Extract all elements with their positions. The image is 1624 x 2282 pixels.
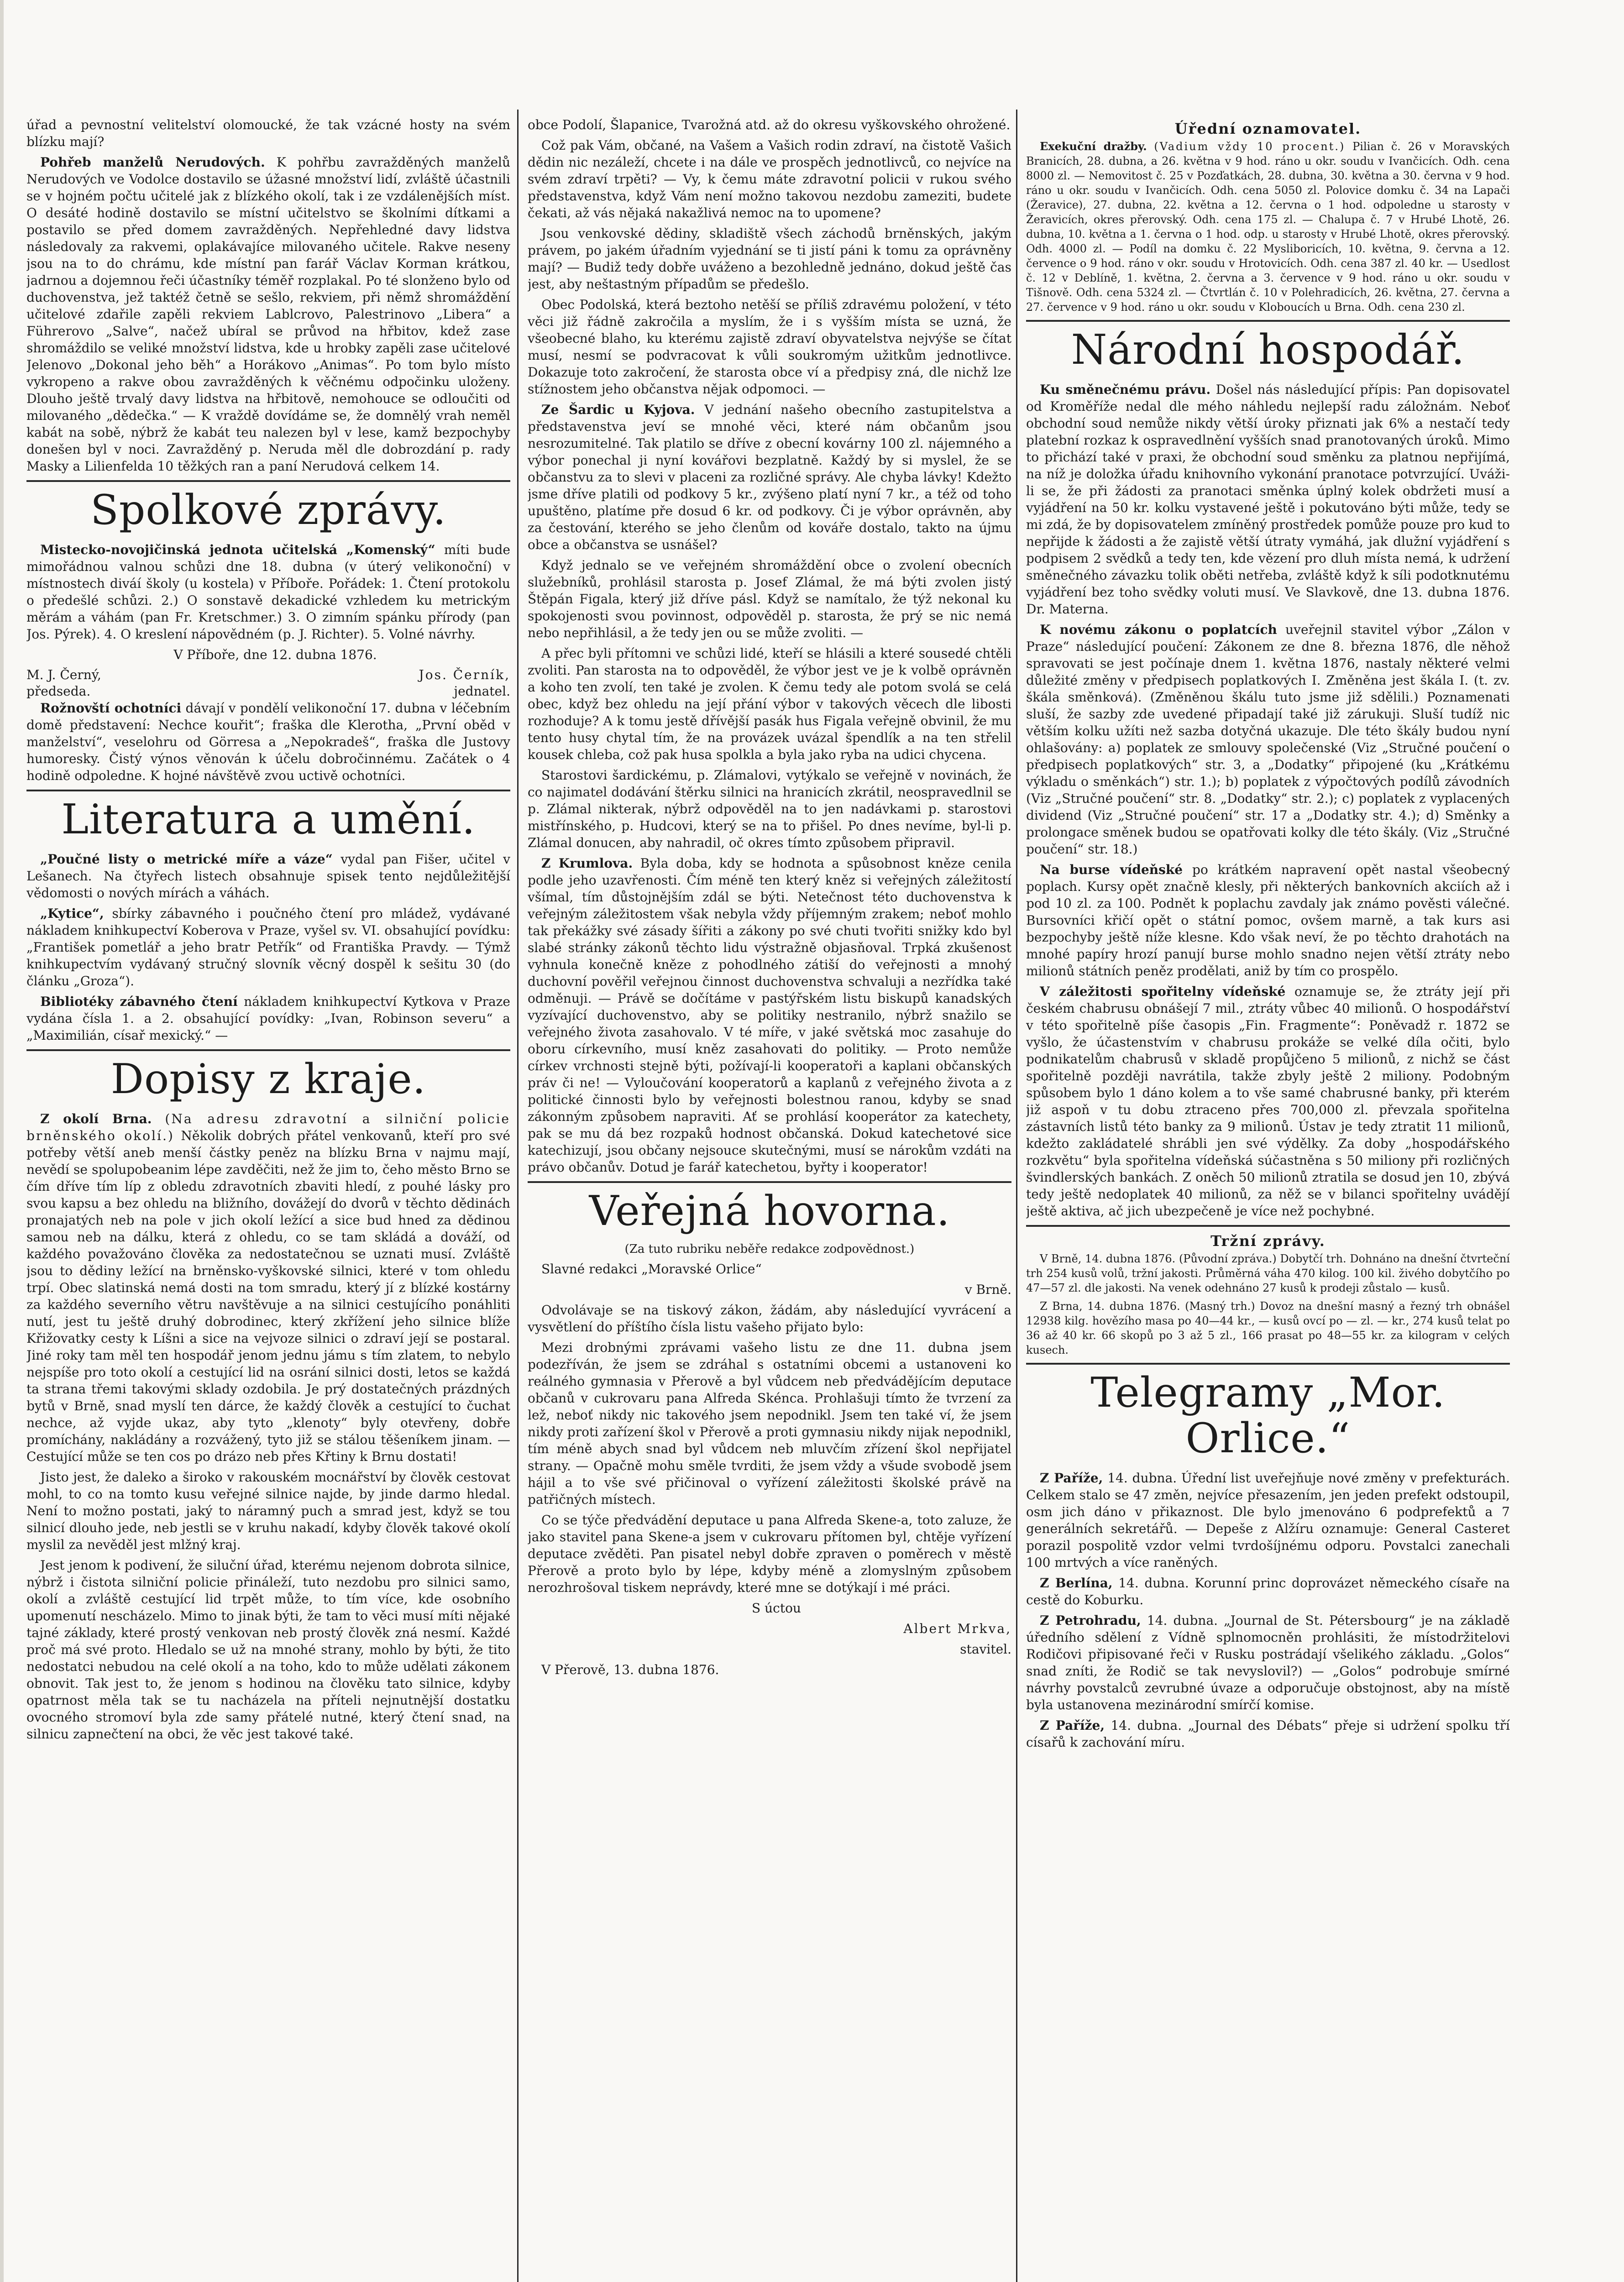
article-paragraph [26, 905, 510, 989]
section-title: Národní hospodář. [1071, 326, 1465, 374]
column-3 [1026, 116, 1510, 2282]
article-heading: Z Petrohradu, [1040, 1613, 1141, 1628]
article-heading: Mistecko-novojičinská jednota učitelská „Komenský“ [40, 542, 435, 557]
article-heading: Ku směnečnému právu. [1040, 382, 1211, 397]
article-paragraph [1026, 621, 1510, 858]
article-text: K pohřbu zavražděných manželů Nerudových ve Vodolce dostavilo se úžasné množství lidí, zvláště účastnili se v hojném počtu učitelé jak z blízkého okolí, tak i ze vzdálenějších míst. O desáté hodině dostavilo se místní učitelstvo se školními dítkami a postavilo se před domem zavražděných. Nepřehledné davy lidstva následovaly za rakvemi, oplakávajíce milovaného učitele. Rakve neseny jsou na to do chrámu, kde místní pan farář Václav Korman krátkou, jadrnou a dojemnou řeči účastníky téměř rozplakal. Po té slonženo bylo od duchovenstva, jež taktéž četně se sešlo, rekviem, při němž shromáždění učitelové zdařile zapěli rekviem Lablcrovo, Palestrinovo „Libera“ a Führerovo „Salve“, načež ubíral se průvod na hřbitov, kdež zase shromáždilo se veliké množství lidstva, kde u hrobky zapěli zase učitelové Jelenovo „Dokonal jeho běh“ a Horákovo „Animas“. Po tom bylo místo vykropeno a rakve obou zavražděných k věčnému odpočinku uloženy. Dlouho ještě trvalý davy lidstva na hřbitově, nemohouce se odloučiti od milovaného „dědečka.“ — K vraždě dovídáme se, že domnělý vrah neměl kabát na sobě, nýbrž že kabát teu nalezen byl v lese, kamž bezpochyby donešen byl v noci. Zavražděný p. Neruda měl dle dobrozdání p. rady Masky a Lilienfelda 10 těžkých ran a paní Nerudová celkem 14. [26, 155, 510, 474]
signatures [26, 667, 510, 683]
article-paragraph [1026, 1717, 1510, 1751]
article-heading: Pohřeb manželů Nerudových. [40, 155, 265, 170]
article-text: Byla doba, kdy se hodnota a spůsobnost kněze cenila podle jeho uzavřenosti. Čím méně ten který kněz si veřejných záležitostí všímal, tím důstojnějším zdál se býti. Netečnost této duchovenstva k veřejným záležitostem však nebyla vždy příjemným zrakem; neboť mohlo tak překážky své zásady šířiti a zákony po své chuti tvořiti snižky kdo byl slabé stránky zákonů těchto lidu výstražně objasňoval. Trpká zkušenost vyhnula konečně kněze z pohodlného zátiší do veřejnosti a mnohý duchovní pověřil veřejnou činnost duchovenstva schvaluji a nezřídka také odměnuji. — Právě se dočítáme v pastýřském listu biskupů kanadských vyzívající duchovenstvo, aby se politiky nestranilo, nýbrž snažilo se veřejného života zasahovalo. V té míře, v jaké světská moc zasahuje do oboru církevního, musí kněz zasahovati do politiky. — Proto nemůže církev vrchnosti stejně býti, požívají-li kooperatoři a kaplani občanských práv či ne! — Vyloučování kooperatorů a kaplanů z veřejného života a z politické činnosti bylo by veřejnosti bolestnou ranou, kdyby se snad zákonným způsobem napraviti. Ať se prohlásí kooperátor za katechety, pak se mu dá bez rozpaků hodnost občanská. Dokud katechetové sice katechizují, jsou občany nejsouce skutečnými, musí se nárokům vzdáti na právo občanův. Dotud je farář katechetou, byřty i kooperator! [528, 856, 1011, 1175]
section-subtitle: (Za tuto rubriku neběře redakce zodpovědnost.) [624, 1242, 915, 1256]
article-heading: V záležitosti spořitelny vídeňské [1040, 984, 1286, 999]
section-rule [26, 790, 510, 791]
article-paragraph [26, 154, 510, 475]
section-rule [26, 480, 510, 482]
article-paragraph: Což pak Vám, občané, na Vašem a Vašich rodin zdraví, na čistotě Vašich dědin nic nezáleží, chcete i na dále ve prospěch jednotlivců, co nejvíce na svém zdraví trpěti? — Vy, k čemu máte zdravotní policii v rukou svého představenstva, když Vám není možno takovou nezdobu zameziti, budete čekati, až vás nějaká nakažlivá nemoc na to upomene? [528, 138, 1011, 220]
signature-roles [26, 683, 510, 700]
article-text: 14. dubna. Korunní princ doprovázet německého císaře na cestě do Koburku. [1026, 1575, 1510, 1607]
letter-city: v Brně. [964, 1282, 1011, 1297]
article-paragraph [1026, 381, 1510, 618]
letter-signature: Albert Mrkva, [903, 1621, 1011, 1636]
article-text: V jednání našeho obecního zastupitelstva a představenstva jeví se mnohé věci, které nám občanům jsou nesrozumitelné. Tak platilo se dříve z obecní kovárny 100 zl. nájemného a výbor ponechal ji nyní kovářovi bezplatně. Každý by si myslel, že se občanstvu za to slevi v placeni za rozličné správy. Ale chyba lávky! Kdežto jsme dříve platili od podkovy 5 kr., zvýšeno platí nyní 7 kr., a též od toho upuštěno, platíme pře dosud 6 kr. od podkovy. Či je výbor oprávněn, aby za čestování, kterého se jeho členům od kováře dostalo, takto na újmu obce a občanstva se usnášel? [528, 402, 1011, 552]
article-subheading: (Vadium vždy 10 procent.) [1154, 140, 1346, 153]
section-rule [1026, 1363, 1510, 1365]
article-paragraph: Starostovi šardickému, p. Zlámalovi, vytýkalo se veřejně v novinách, že co najimatel dodávání štěrku silnici na hranicích zkrátil, neospravedlnil se p. Zlámal nikterak, nýbrž odpověděl na to jen nadávkami p. starostovi mistřínského, p. Hudcovi, který se na to přišel. Po dnes nevíme, byl-li p. Zlámal donucen, aby nahradil, oč okres tímto způsobem připravil. [528, 768, 1011, 850]
letter-closing: S úctou [752, 1601, 801, 1616]
section-rule [26, 1049, 510, 1051]
article-paragraph [1026, 1612, 1510, 1713]
article-heading: Z Berlína, [1040, 1575, 1113, 1591]
section-rule [1026, 320, 1510, 322]
article-heading: Z Krumlova. [541, 856, 633, 871]
article-paragraph: Odvolávaje se na tiskový zákon, žádám, aby následující vyvrácení a vysvětlení do příštího čísla listu vašeho přijato bylo: [528, 1303, 1011, 1335]
article-heading: Z Paříže, [1040, 1718, 1105, 1733]
signature-role-right: jednatel. [454, 684, 510, 699]
section-title: Úřední oznamovatel. [1174, 120, 1362, 137]
article-heading: „Poučné listy o metrické míře a váze“ [40, 852, 333, 867]
section-title: Veřejná hovorna. [589, 1187, 950, 1235]
article-paragraph [1026, 1470, 1510, 1571]
article-text: sbírky zábavného i poučného čtení pro mládež, vydávané nákladem knihkupectví Koberova v Praze, vyšel sv. VI. obsahující povídku: „František pometlář a jeho bratr Petřík“ od Františka Pravdy. — Týmž knihkupectvím vydávaný stručný slovník věcný dospěl k sešitu 30 (do článku „Groza“). [26, 906, 510, 989]
article-paragraph: Jisto jest, že daleko a široko v rakouském mocnářství by člověk cestovat mohl, to co na tomto kusu veřejné silnice najde, by jinde darmo hledal. Není to možno postati, jaký to náramný puch a smrad jest, když se tou silnicí dlouho jede, neb jestli se v kruhu nakadí, kdyby člověk takové okolí myslil za nevěděl jest mlžný kraj. [26, 1470, 510, 1552]
column-rule [517, 110, 519, 2282]
article-paragraph [528, 855, 1011, 1176]
column-rule [1016, 110, 1017, 2282]
letter-role: stavitel. [960, 1642, 1011, 1657]
article-paragraph [26, 700, 510, 784]
article-text: Několik dobrých přátel venkovanů, kteří pro své potřeby větší aneb menší částky peněz na blízku Brna v najmu mají, nevědí se spolupobeanim lépe zavděčiti, než že jim to, čeho město Brno se čím dříve tím líp z obledu zdravotních zbaviti hledí, z pouhé lásky pro svou kapsu a bez ohledu na bližního, dovážejí do dvorů v těchto dědinách pronajatých neb na pole v jich okolí ležící a sice bud hned za dědinou samou neb na dálku, která z ohledu, co se tam skládá a dováží, od každého považováno člověka za nedostatečnou se uznati musí. Zvláště jsou to dědiny ležící na brněnsko-vyškovské silnici, které v tom ohledu trpí. Obec slatinská nemá dosti na tom smradu, který jí z blízké kostárny za každého severního větru navštěvuje a na silnici cestujícího ponáhliti nutí, jest tu ještě druhý dobrodinec, který zkřížení jeho silnice blíže Křižovatky cesty k Líšni a sice na vejvoze silnici o zdraví její se postaral. Jiné roky tam měl ten hospodář jenom jednu jámu s tím zlatem, to nebylo nejspíše pro toto okolí a cestující lid na osrání silnici dosti, letos se každá ta strana třemi takovými sklady ozdobila. Je prý dostatečných prázdných bytů v Brně, snad myslí ten dárce, že každý člověk a cestující to čuchat nechce, až vyjde ukaz, aby tyto „klenoty“ byly otevřeny, dobře promíchány, nakládány a rozvážený, tyto již se stálou těšeníkem jinam. — Cestující může se ten cos po drázo neb přes Křtiny k Brnu dostati! [26, 1128, 510, 1464]
article-heading: Z Paříže, [1040, 1471, 1103, 1486]
section-title: Tržní zprávy. [1210, 1232, 1325, 1250]
article-text: 14. dubna. „Journal de St. Pétersbourg“ je na základě úředního sdělení z Vídně splnomocněn prohlásiti, že místodržitelovi Rodičovi připisované řeči v Rusku postrádají všelikého základu. „Golos“ snad zníti, že Rodič se tak nevyslovil?) — „Golos“ podrobuje smírné návrhy povstalců zevrubné úvaze a odporučuje obstojnost, aby na místě byla ustanovena mezinárodní smírčí komise. [1026, 1613, 1510, 1712]
article-heading: Rožnovští ochotníci [40, 701, 182, 716]
article-text: úřad a pevnostní velitelství olomoucké, že tak vzácné hosty na svém blízku mají? [26, 117, 510, 149]
page-edge [0, 0, 4, 2282]
section-title: Telegramy „Mor. Orlice.“ [1090, 1369, 1446, 1462]
article-heading: Bibliotéky zábavného čtení [40, 994, 238, 1009]
article-paragraph [1026, 1575, 1510, 1608]
section-title: Spolkové zprávy. [90, 486, 446, 534]
column-1 [26, 116, 510, 2282]
article-paragraph: Mezi drobnými zprávami vašeho listu ze dne 11. dubna jsem podezříván, že jsem se zdráhal s ostatními obcemi a ustanoveni ko reálného gymnasia v Přerově a byl vůdcem neb předvádějícím deputace občanů v cukrovaru pana Alfreda Skénca. Prohlašuji tímto že tvrzení za lež, neboť nikdy nic takového jsem nepodnikl. Jsem ten také ví, že jsem nikdy proti zařízení škol v Přerově a proti gymnasiu nikdy nijak nepodnikl, tím méně abych snad byl vůdcem neb mluvčím zřízení škol nepřijatel strany. — Opačně mohu směle tvrditi, že jsem vždy a všude svobodě jsem hájil a to vše své přičinoval o vyřízení záležitosti školské právě na patřičných místech. [528, 1340, 1011, 1507]
article-text: oznamuje se, že ztráty její při českém chabrusu obnášejí 7 mil., ztráty vůbec 40 milionů. O hospodářství v této spořitelně píše časopis „Fin. Fragmente“: Poněvadž r. 1872 se vyšlo, že účastenstvím v chabrusu prokáže se velké díla očiti, bylo podnikatelům chabrusů v skladě propůjčeno 5 milionů, z nichž se část spořitelně později navrátila, takže zbyly ještě 2 miliony. Podobným spůsobem bylo 1 dáno kolem a to vše samé chabrusné banky, při kterém již aspoň v tu dobu ztraceno přes 700,000 zl. převzala spořitelna zástavních listů této banky za 9 milionů. Ústav je tedy ztratit 11 milionů, kdežto zakládatelé shrábli jen své výdělky. Za doby „hospodářského rozkvětu“ byla spořitelna vídeňská súčastněna s 50 miliony při rozličných švindlerských bankách. Z oněch 50 milionů ztratila se dosud jen 10, zbývá tedy ještě nedoplatek 40 milionů, za něž se v bilanci spořitelny uvádějí ještě aktiva, ač jich ubezpečeně je více než pochybné. [1026, 984, 1510, 1219]
column-2 [528, 116, 1011, 2282]
article-paragraph: Obec Podolská, která beztoho netěší se příliš zdravému položení, v této věci již řádně zakročila a myslím, že i s vyšším místa se uzná, že všeobecné blaho, ku kterému zajistě zdraví obyvatelstva nejvýše se čítat musí, nesmí se podvracovat k vůli soukromým užitkům jednotlivce. Dokazuje toto zakročení, že starosta obce ví a předpisy zná, dle nichž lze stížnostem jeho občanstva nějak odpomoci. — [528, 297, 1011, 397]
article-paragraph: A přec byli přítomni ve schůzi lidé, kteří se hlásili a které sousedé chtěli zvoliti. Pan starosta na to odpověděl, že výbor jest ve je k volbě oprávněn a koho ten zvolí, ten také je zvolen. K čemu tedy ale potom svolá se celá obec, když bez ohledu na její přání výbor v takových věcech dle libosti rozhoduje? A k tomu jestě dřívější pasák hus Figala veřejně obvinil, že mu tento husy chytal tím, že na provázek uvázal špendlík a na ten střelil kousek chleba, což pak husa spolkla a byla jako ryba na udici chycena. [528, 646, 1011, 762]
article-paragraph [1026, 861, 1510, 979]
article-paragraph: Jsou venkovské dědiny, skladiště všech záchodů brněnských, jakým právem, po jakém úřadním vyjednání se ti jistí páni k tomu za oprávněny mají? — Budiž tedy dobře uváženo a bezohledně jednáno, dokud ještě čas jest, aby neštastným případům se předešlo. [528, 226, 1011, 292]
article-paragraph [528, 401, 1011, 553]
article-text: dávají v pondělí velikonoční 17. dubna v léčebním domě představení: Nechce kouřit“; fraška dle Klerotha, „První oběd v manželství“, veselohru od Görresa a „Nepokradeš“, fraška dle Justovy humoresky. Čistý výnos věnován k účelu dobročinnému. Začátek o 4 hodině odpoledne. K hojné návštěvě zvou uctivě ochotníci. [26, 701, 510, 783]
signature-right: Jos. Černík, [419, 667, 510, 682]
article-paragraph [26, 541, 510, 643]
dateline: V Příboře, dne 12. dubna 1876. [173, 647, 377, 662]
article-text: po krátkém napravení opět nastal všeobecný poplach. Kursy opět značně klesly, při některých bankovních akciích až i pod 10 zl. za 100. Podnět k poplachu zavdaly jak známo pověsti válečné. Bursovníci křičí opět o státní pomoc, ovšem marně, a tak kurs asi bezpochyby ještě níže klesne. Kdo však neví, že po těchto drahotách na mnohé papíry hrozí panují burse mohlo snadno nejen větší ztráty nebo milionů státních peněz prodělati, aniž by tím co prospělo. [1026, 862, 1510, 979]
article-heading: Z okolí Brna. [40, 1111, 152, 1126]
section-title: Literatura a umění. [61, 796, 476, 843]
article-paragraph: Z Brna, 14. dubna 1876. (Masný trh.) Dovoz na dnešní masný a řezný trh obnášel 12938 kilg. hovězího masa po 40—44 kr., — kusů ovcí po — zl. — kr., 274 kusů telat po 36 až 40 kr. 66 skopů po 3 až 5 zl., 166 prasat po 48—55 kr. za kilogram v celých kusech. [1026, 1300, 1510, 1356]
article-heading: Na burse vídeňské [1040, 862, 1183, 877]
article-text: obce Podolí, Šlapanice, Tvarožná atd. až do okresu vyškovského ohrožené. [528, 117, 1011, 132]
article-paragraph: Když jednalo se ve veřejném shromáždění obce o zvolení obecních služebníků, prohlásil starosta p. Josef Zlámal, že má býti zvolen jistý Štěpán Figala, který již dříve pásl. Když se namítalo, že týž nekonal ku spokojenosti svou povinnost, odpověděl p. starosta, že prý se nic nemá nebo nepřihlásil, a že tedy jen ou se může zvoliti. — [528, 558, 1011, 640]
article-text: míti bude mimořádnou valnou schůzi dne 18. dubna (v úterý velikonoční) v místnostech diváí školy (u kostela) v Příboře. Pořádek: 1. Čtení protokolu o předešlé schůzi. 2.) O sonstavě dekadické vzhledem ku metrickým měrám a váhám (pan Fr. Kretschmer.) 3. O zimním spánku přírody (pan Jos. Pýrek). 4. O kreslení nápovědném (p. J. Richter). 5. Volné návrhy. [26, 542, 510, 642]
article-heading: Ze Šardic u Kyjova. [541, 402, 695, 417]
section-rule [1026, 1225, 1510, 1227]
article-subheading: (Na adresu zdravotní a silniční policie brněnského okolí.) [26, 1111, 510, 1143]
signature-role-left: předseda. [26, 684, 91, 699]
dateline: V Přerově, 13. dubna 1876. [541, 1662, 719, 1677]
article-heading: „Kytice“, [40, 906, 104, 921]
article-paragraph [26, 851, 510, 901]
article-text: nákladem knihkupectví Kytkova v Praze vydána čísla 1. a 2. obsahující povídky: „Ivan, Robinson severu“ a „Maximilián, císař mexický.“ — [26, 994, 510, 1043]
article-text: Došel nás následující přípis: Pan dopisovatel od Kroměříže nedal dle mého náhledu nejlepší radu záložnám. Neboť obchodní soud nemůže nikdy větší úroky přiznati jak 6% a nestačí tedy platební rozkaz k ospravedlnění vyšších snad pranotovaných úroků. Mimo to přichází také v praxi, že obchodní soud směnku za platnou nepřijímá, na níž je doložka úřadu knihovního vykonání pranotace potvrzující. Uváži-li se, že při žádosti za pranotaci směnka úplný kolek obdržeti musí a vyjádření na 50 kr. kolku vystavené ještě i pokutováno býti může, tedy se mi zdá, že by dopisovatelem zmíněný prostředek pomůže pouze pro kud to nepřijde k žádosti a že zajistě větší útraty vymáhá, jak dlužní vyjádření s podpisem 2 svědků a tedy ten, kde vězení pro dluh místa nemá, k udržení směnečného závazku tolik oběti netřeba, zvláště když k síli podotknutému vyjádření bez toho svědky voluti musí. Ve Slavkově, dne 13. dubna 1876. Dr. Materna. [1026, 382, 1510, 617]
article-paragraph: Co se týče předvádění deputace u pana Alfreda Skene-a, toto zaluze, že jako stavitel pana Skene-a jsem v cukrovaru přítomen byl, chtěje vyřízení deputace zvěděti. Pan pisatel nebyl dobře zpraven o poměrech v městě Přerově a proto bylo by lépe, kdyby méně a zlomyslným způsobem nerozhrošoval tiskem neprávdy, které mne se dotýkají i mé práci. [528, 1513, 1011, 1595]
letter-address: Slavné redakci „Moravské Orlice“ [541, 1261, 762, 1277]
signature-left: M. J. Černý, [26, 667, 101, 682]
article-paragraph [26, 993, 510, 1044]
article-paragraph [1026, 983, 1510, 1220]
article-heading: Exekuční dražby. [1040, 140, 1147, 153]
article-paragraph: Jest jenom k podivení, že siluční úřad, kterému nejenom dobrota silnice, nýbrž i čistota silniční policie přináleží, tuto nezdobu pro silnici samo, okolí a zvláště cestující lid trpět může, to tím více, kde osobního upomenutí nescházelo. Mimo to jinak býti, že tam to věci musí míti nějaké tajné základy, které prostý venkovan neb prostý člověk zná nesmí. Každé proč má své proto. Hledalo se už na mnohé strany, mohlo by býti, že tito nedostatci nebudou na celé okolí a na toho, kdo to může udělati zákonem obnovit. Tak jest to, že jenom s hodinou na člověku tato silnice, kdyby opatrnost měla tak se tu nacházela na příteli nejnutnější dostatku ovocného stromoví byla zde samy přátelé nutné, který čtení snad, na silnicu zapnečtení na obci, že věc jest takové také. [26, 1558, 510, 1742]
article-text: vydal pan Fišer, učitel v Lešanech. Na čtyřech listech obsahnuje spisek tento nejdůležitější vědomosti o nových mírách a váhách. [26, 852, 510, 900]
section-title: Dopisy z kraje. [110, 1055, 426, 1103]
article-text: 14. dubna. Úřední list uveřejňuje nové změny v prefekturách. Celkem stalo se 47 změn, nejvíce přesazením, jen jeden prefekt odstoupil, osm jich dáno v přikaznost. Dle bylo jmenováno 6 podprefektů a 7 generálních sekretářů. — Depeše z Alžíru oznamuje: General Casteret porazil pospolitě vzdor velmi tvrdošíjnému odporu. Povstalci zanechali 100 mrtvých a více raněných. [1026, 1471, 1510, 1570]
article-text: 14. dubna. „Journal des Débats“ přeje si udržení spolku tří císařů k zachování míru. [1026, 1718, 1510, 1750]
article-paragraph: V Brně, 14. dubna 1876. (Původní zpráva.) Dobytčí trh. Dohnáno na dnešní čtvrteční trh 254 kusů volů, tržní jakosti. Průměrná váha 470 kilog. 100 kil. živého dobytčího po 47—57 zl. dle jakosti. Na venek odehnáno 27 kusů k prodeji zůstalo — kusů. [1026, 1252, 1510, 1294]
article-text: uveřejnil stavitel výbor „Zálon v Praze“ následující poučení: Zákonem ze dne 8. března 1876, dle něhož spravovati se jest počínaje dnem 1. května 1876, nastaly některé velmi důležité změny v předpisech poplatkových I. Změněna jest škála I. (t. zv. škála směnková). (Změněnou škálu tuto jsme již sdělili.) Poznamenati sluší, že sazby zde uvedené připadají také již zárukuji. Sluší tudíž nic větším kolku užíti než sazba dotyčná ukazuje. Dle této škály budou nyní ohlašovány: a) poplatek ze smlouvy společenské (Viz „Stručné poučení o předpisech poplatkových“ str. 3, a „Dodatky“ připojené (ku „Krátkému výkladu o směnkách“) str. 1.); b) poplatek z výpočtových podílů závodních (Viz „Stručné poučení“ str. 8. „Dodatky“ str. 2.); c) poplatek z vyplacených dividend (Viz „Stručné poučení“ str. 17 a „Dodatky str. 4.); d) Směnky a prolongace směnek budou se opatřovati kolky dle této škály. (Viz „Stručné poučení“ str. 18.) [1026, 622, 1510, 857]
article-paragraph [26, 1110, 510, 1465]
article-paragraph [1026, 139, 1510, 314]
section-rule [528, 1181, 1011, 1183]
article-heading: K novému zákonu o poplatcích [1040, 622, 1277, 637]
article-text: Pilian č. 26 v Moravských Branicích, 28. dubna, a 26. května v 9 hod. ráno u okr. soudu v Ivančicích. Odh. cena 8000 zl. — Nemovitost č. 25 v Pozďatkách, 28. dubna, 30. května a 30. června v 9 hod. ráno u okr. soudu v Ivančicích. Odh. cena 5050 zl. Polovice domku č. 34 na Lapači (Žeravice), 27. dubna, 22. května a 12. června o 1 hod. odpoledne u starosty v Žeravicích, okres přerovský. Odh. cena 175 zl. — Chalupa č. 7 v Hrubé Lhotě, 26. dubna, 10. května a 1. června o 1 hod. odp. u starosty v Hrubé Lhotě, okres přerovský. Odh. 4000 zl. — Podíl na domku č. 22 Mysliboricích, 10. května, 9. června a 12. července o 9 hod. ráno v okr. soudu v Hrotovicích. Odh. cena 387 zl. 40 kr. — Usedlost č. 12 v Deblíně, 1. května, 2. června a 3. července v 9 hod. ráno u okr. soudu v Tišnově. Odh. cena 5324 zl. — Čtvrtlán č. 10 v Polehradicích, 26. května, 27. června a 27. července v 9 hod. ráno u okr. soudu v Kloboucích u Brna. Odh. cena 230 zl. [1026, 140, 1510, 314]
